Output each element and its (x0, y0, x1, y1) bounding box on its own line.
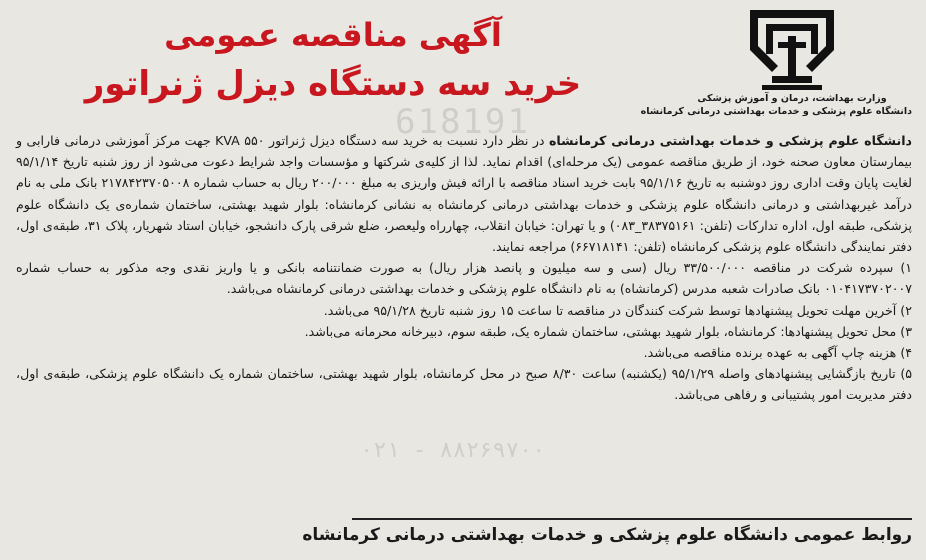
item-2: ۲) آخرین مهلت تحویل پیشنهادها توسط شرکت کنندگان در مناقصه تا ساعت ۱۵ روز شنبه تاریخ ۹۵/۱/۲۸ می‌باشد. (323, 302, 912, 318)
footer-text: روابط عمومی دانشگاه علوم پزشکی و خدمات بهداشتی درمانی کرمانشاه (302, 525, 912, 545)
watermark-phone: ۰۲۱ - ۸۸۲۶۹۷۰۰ (360, 438, 546, 463)
logo-block (640, 6, 912, 118)
footer (302, 518, 912, 550)
title-sub: خرید سه دستگاه دیزل ژنراتور (84, 64, 582, 104)
ministry-name: وزارت بهداشت، درمان و آموزش پزشکی (697, 93, 887, 104)
announcement-body (14, 130, 912, 406)
university-name: دانشگاه علوم پزشکی و خدمات بهداشتی درمانی کرمانشاه (640, 106, 912, 117)
title-main: آگهی مناقصه عمومی (164, 16, 502, 54)
university-logo-icon (742, 6, 842, 92)
watermark: 618191 (395, 102, 530, 142)
item-1: ۱) سپرده شرکت در مناقصه ۳۳/۵۰۰/۰۰۰ ریال (سی و سه میلیون و پانصد هزار ریال) به صورت ضمانتنامه بانکی و یا واریز نقدی وجه مذکور به حساب شماره ۰۱۰۴۱۷۳۷۰۲۰۰۷ بانک صادرات شعبه مدرس (کرمانشاه) به نام دانشگاه علوم پزشکی و خدمات بهداشتی درمانی کرمانشاه می‌باشد. (16, 260, 912, 297)
titles (34, 12, 632, 110)
intro-paragraph (16, 130, 912, 257)
item-4: ۴) هزینه چاپ آگهی به عهده برنده مناقصه می‌باشد. (643, 345, 912, 361)
item-3: ۳) محل تحویل پیشنهادها: کرمانشاه، بلوار شهید بهشتی، ساختمان شماره یک، طبقه سوم، دبیرخانه محرمانه می‌باشد. (304, 323, 912, 339)
intro-text: در نظر دارد نسبت به خرید سه دستگاه دیزل ژنراتور ۵۵۰ KVA جهت مرکز آموزشی درمانی فارابی و بیمارستان معاون صحنه خود، از طریق مناقصه عمومی (یک مرحله‌ای) اقدام نماید. لذا از کلیه‌ی شرکتها و مؤسسات واجد شرایط دعوت می‌شود از روز شنبه تاریخ ۹۵/۱/۱۴ لغایت پایان وقت اداری روز دوشنبه به تاریخ ۹۵/۱/۱۶ بابت خرید اسناد مناقصه با ارائه فیش واریزی به مبلغ ۲۰۰/۰۰۰ ریال به حساب شماره ۲۱۷۸۴۲۳۷۰۵۰۰۸ بانک ملی به نام درآمد غیربهداشتی و درمانی دانشگاه علوم پزشکی و خدمات بهداشتی درمانی کرمانشاه به نشانی کرمانشاه: بلوار شهید بهشتی، ساختمان شماره‌ی یک دانشگاه علوم پزشکی، طبقه اول، اداره تدارکات (تلفن: ۳۸۳۷۵۱۶۱_۰۸۳) و یا تهران: خیابان انقلاب، چهارراه ولیعصر، ضلع شرقی پارک دانشجو، خیابان استاد شهریار، پلاک ۳۱، طبقه‌ی اول، دفتر نمایندگی دانشگاه علوم پزشکی کرمانشاه (تلفن: ۶۶۷۱۸۱۴۱) مراجعه نمایند. (16, 133, 912, 255)
intro-org: دانشگاه علوم پزشکی و خدمات بهداشتی درمانی کرمانشاه (548, 133, 912, 148)
item-5: ۵) تاریخ بازگشایی پیشنهادهای واصله ۹۵/۱/۲۹ (یکشنبه) ساعت ۸/۳۰ صبح در محل کرمانشاه، بلوار شهید بهشتی، ساختمان شماره یک دانشگاه علوم پزشکی، طبقه‌ی اول، دفتر مدیریت امور پشتیبانی و رفاهی می‌باشد. (16, 366, 913, 403)
